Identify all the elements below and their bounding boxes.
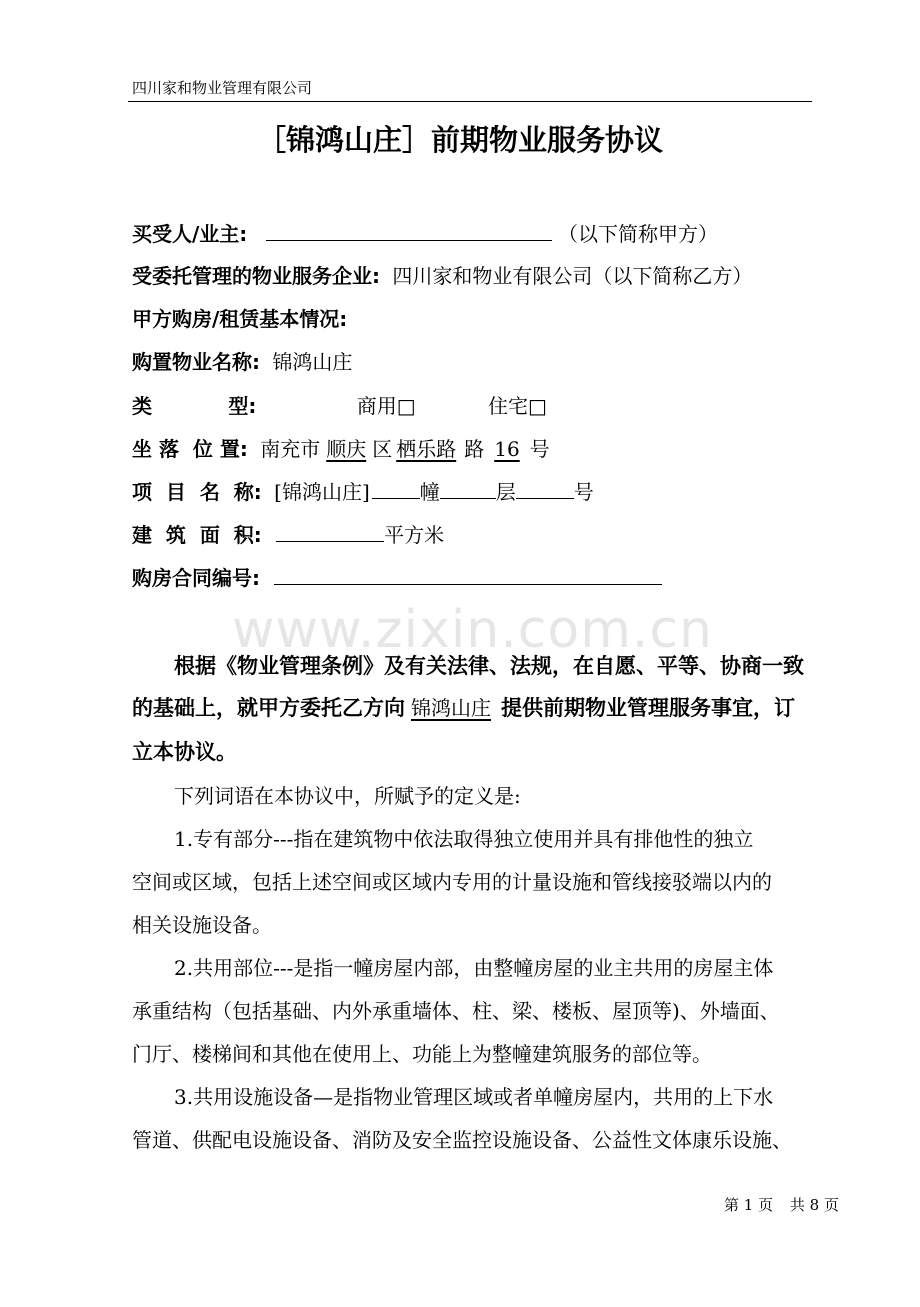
agent-row xyxy=(132,261,752,291)
agent-label: 受委托管理的物业服务企业: xyxy=(132,264,380,288)
location-number: 16 xyxy=(494,437,520,461)
area-blank[interactable] xyxy=(276,541,384,542)
definition-1-line-1: 1.专有部分---指在建筑物中依法取得独立使用并具有排他性的独立 xyxy=(174,827,754,851)
type-label-char-1: 类 xyxy=(132,394,152,418)
project-building-label: 幢 xyxy=(419,480,440,504)
intro-line-1: 根据《物业管理条例》及有关法律、法规，在自愿、平等、协商一致 xyxy=(174,654,804,678)
header-rule xyxy=(128,101,812,102)
location-row xyxy=(132,434,550,464)
buyer-suffix: （以下简称甲方） xyxy=(558,222,719,246)
document-title: ［锦鸿山庄］前期物业服务协议 xyxy=(256,123,663,157)
area-label: 建 筑 面 积: xyxy=(132,523,262,547)
definition-3-line-1: 3.共用设施设备—是指物业管理区域或者单幢房屋内，共用的上下水 xyxy=(174,1085,774,1109)
location-road: 栖乐路 xyxy=(396,437,457,461)
location-district: 顺庆 xyxy=(326,437,367,461)
definition-1-line-2: 空间或区域，包括上述空间或区域内专用的计量设施和管线接驳端以内的 xyxy=(132,870,772,894)
definition-2-line-2: 承重结构（包括基础、内外承重墙体、柱、梁、楼板、屋顶等)、外墙面、 xyxy=(132,999,780,1023)
contract-number-blank[interactable] xyxy=(274,584,662,585)
watermark: www.zixin.com.cn xyxy=(232,600,713,660)
intro-line-2-a: 的基础上，就甲方委托乙方向 xyxy=(132,696,405,720)
intro-property-name: 锦鸿山庄 xyxy=(411,696,491,720)
project-room-blank[interactable] xyxy=(516,498,574,499)
intro-line-2 xyxy=(132,692,795,722)
buyer-blank[interactable] xyxy=(266,240,552,241)
buyer-label: 买受人/业主: xyxy=(132,222,248,246)
definition-1-line-3: 相关设施设备。 xyxy=(132,913,272,937)
location-number-suffix: 号 xyxy=(529,437,550,461)
intro-line-3: 立本协议。 xyxy=(132,740,237,764)
intro-line-2-c: 提供前期物业管理服务事宜，订 xyxy=(501,696,795,720)
definition-2-line-3: 门厅、楼梯间和其他在使用上、功能上为整幢建筑服务的部位等。 xyxy=(132,1042,712,1066)
project-room-label: 号 xyxy=(573,480,594,504)
definitions-lead: 下列词语在本协议中，所赋予的定义是: xyxy=(174,784,521,808)
project-row xyxy=(132,477,594,507)
page-number: 第 1 页 xyxy=(724,1196,774,1214)
project-label: 项 目 名 称: xyxy=(132,480,262,504)
area-row xyxy=(132,520,444,550)
contract-label: 购房合同编号: xyxy=(132,566,260,590)
type-label-char-2: 型: xyxy=(228,394,257,418)
project-name: [锦鸿山庄] xyxy=(274,480,370,504)
type-residential-checkbox[interactable]: 住宅□ xyxy=(487,394,547,418)
property-label: 购置物业名称: xyxy=(132,350,260,374)
property-value: 锦鸿山庄 xyxy=(272,350,353,374)
area-unit: 平方米 xyxy=(384,523,445,547)
page-total: 共 8 页 xyxy=(789,1196,839,1214)
location-city: 南充市 xyxy=(260,437,321,461)
definition-3-line-2: 管道、供配电设施设备、消防及安全监控设施设备、公益性文体康乐设施、 xyxy=(132,1128,792,1152)
header-company: 四川家和物业管理有限公司 xyxy=(132,79,313,97)
basic-label: 甲方购房/租赁基本情况: xyxy=(132,307,348,331)
type-row xyxy=(132,391,547,421)
location-label: 坐 落 位 置: xyxy=(132,437,248,461)
definition-2-line-1: 2.共用部位---是指一幢房屋内部，由整幢房屋的业主共用的房屋主体 xyxy=(174,956,774,980)
project-building-blank[interactable] xyxy=(372,498,420,499)
location-road-suffix: 路 xyxy=(464,437,485,461)
project-floor-blank[interactable] xyxy=(440,498,496,499)
contract-row xyxy=(132,563,662,593)
buyer-row xyxy=(132,219,718,249)
property-row xyxy=(132,347,352,377)
type-commercial-checkbox[interactable]: 商用□ xyxy=(356,394,416,418)
project-floor-label: 层 xyxy=(495,480,516,504)
location-district-suffix: 区 xyxy=(372,437,393,461)
agent-value: 四川家和物业有限公司（以下简称乙方） xyxy=(392,264,753,288)
basic-row xyxy=(132,304,347,334)
page-footer xyxy=(724,1195,839,1215)
